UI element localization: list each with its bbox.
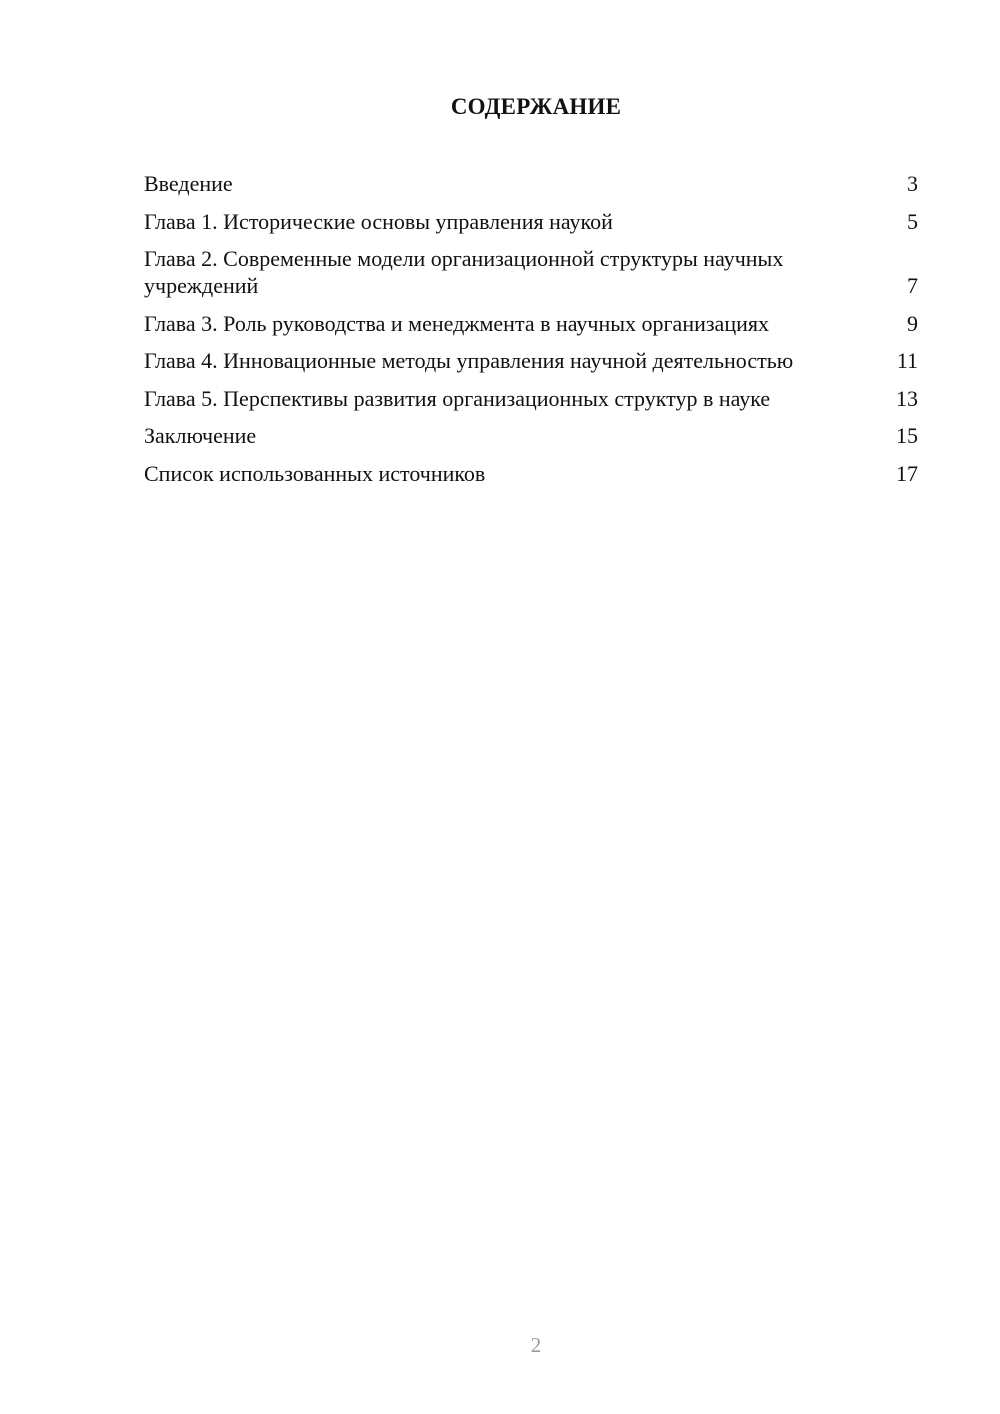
- toc-entry-page: 7: [907, 273, 918, 298]
- toc-entry-conclusion[interactable]: [144, 422, 918, 449]
- page-title: СОДЕРЖАНИЕ: [450, 94, 622, 119]
- toc-entry-page: 17: [896, 460, 918, 486]
- toc-entry-references[interactable]: [144, 460, 918, 487]
- toc-entry-page: 9: [907, 310, 918, 336]
- toc-entry-chapter-2[interactable]: [144, 245, 918, 299]
- toc-entry-title: Глава 5. Перспективы развития организационных структур в науке: [144, 385, 771, 411]
- toc-entry-title: Заключение: [144, 423, 257, 448]
- toc-entry-chapter-4[interactable]: [144, 347, 918, 374]
- toc-entry-title: Глава 4. Инновационные методы управления научной деятельностью: [144, 348, 794, 373]
- toc-entry-chapter-1[interactable]: [144, 208, 918, 235]
- toc-entry-page: 13: [896, 385, 918, 411]
- toc-entry-page: 11: [896, 348, 918, 373]
- toc-entry-page: 5: [907, 208, 918, 234]
- table-of-contents: [144, 170, 918, 497]
- page-number: 2: [530, 1333, 542, 1357]
- toc-entry-title: Глава 2. Современные модели организационной структуры научных учреждений: [144, 246, 784, 298]
- toc-entry-chapter-5[interactable]: [144, 385, 918, 412]
- toc-entry-title: Введение: [144, 171, 233, 196]
- toc-entry-title: Глава 1. Исторические основы управления наукой: [144, 208, 613, 234]
- toc-entry-introduction[interactable]: [144, 170, 918, 197]
- toc-entry-title: Глава 3. Роль руководства и менеджмента в научных организациях: [144, 310, 769, 336]
- toc-entry-title: Список использованных источников: [144, 460, 486, 486]
- toc-entry-chapter-3[interactable]: [144, 310, 918, 337]
- toc-entry-page: 15: [896, 423, 918, 448]
- toc-entry-page: 3: [907, 171, 918, 196]
